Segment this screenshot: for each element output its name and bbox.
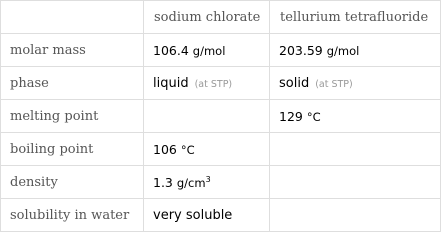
cell-molar-mass-sodium-chlorate xyxy=(144,34,270,67)
value-text: very soluble xyxy=(153,208,233,223)
cell-solubility-tellurium-tetrafluoride-empty xyxy=(270,199,441,232)
value-unit: g/mol xyxy=(326,43,360,58)
unit-superscript: 3 xyxy=(205,174,211,184)
cell-density-sodium-chlorate xyxy=(144,166,270,199)
value-text: liquid xyxy=(153,76,189,91)
table-row-solubility-in-water xyxy=(1,199,441,232)
table-row-molar-mass xyxy=(1,34,441,67)
column-header-sodium-chlorate: sodium chlorate xyxy=(144,1,270,34)
cell-molar-mass-tellurium-tetrafluoride xyxy=(270,34,441,67)
value-unit: g/mol xyxy=(192,43,226,58)
value-number: 129 xyxy=(279,108,303,124)
table-row-phase xyxy=(1,67,441,100)
table-header-row xyxy=(1,1,441,34)
value-number: 106.4 xyxy=(153,42,189,58)
table-row-density xyxy=(1,166,441,199)
value-number: 106 xyxy=(153,141,177,157)
header-empty-cell xyxy=(1,1,144,34)
row-label-phase: phase xyxy=(1,67,144,100)
value-qualifier: (at STP) xyxy=(194,79,233,90)
value-unit: °C xyxy=(180,142,195,157)
cell-solubility-sodium-chlorate xyxy=(144,199,270,232)
value-unit: °C xyxy=(306,109,321,124)
cell-melting-point-tellurium-tetrafluoride xyxy=(270,100,441,133)
table-row-boiling-point xyxy=(1,133,441,166)
row-label-melting-point: melting point xyxy=(1,100,144,133)
row-label-molar-mass: molar mass xyxy=(1,34,144,67)
value-qualifier: (at STP) xyxy=(315,79,353,90)
value-unit: g/cm xyxy=(176,175,206,190)
row-label-solubility-in-water: solubility in water xyxy=(1,199,144,232)
value-number: 203.59 xyxy=(279,42,323,58)
value-number: 1.3 xyxy=(153,174,173,190)
value-text: solid xyxy=(279,76,310,91)
row-label-boiling-point: boiling point xyxy=(1,133,144,166)
cell-melting-point-sodium-chlorate-empty xyxy=(144,100,270,133)
table-row-melting-point xyxy=(1,100,441,133)
cell-boiling-point-sodium-chlorate xyxy=(144,133,270,166)
cell-density-tellurium-tetrafluoride-empty xyxy=(270,166,441,199)
column-header-tellurium-tetrafluoride: tellurium tetrafluoride xyxy=(270,1,441,34)
cell-phase-sodium-chlorate xyxy=(144,67,270,100)
row-label-density: density xyxy=(1,166,144,199)
cell-boiling-point-tellurium-tetrafluoride-empty xyxy=(270,133,441,166)
cell-phase-tellurium-tetrafluoride xyxy=(270,67,441,100)
